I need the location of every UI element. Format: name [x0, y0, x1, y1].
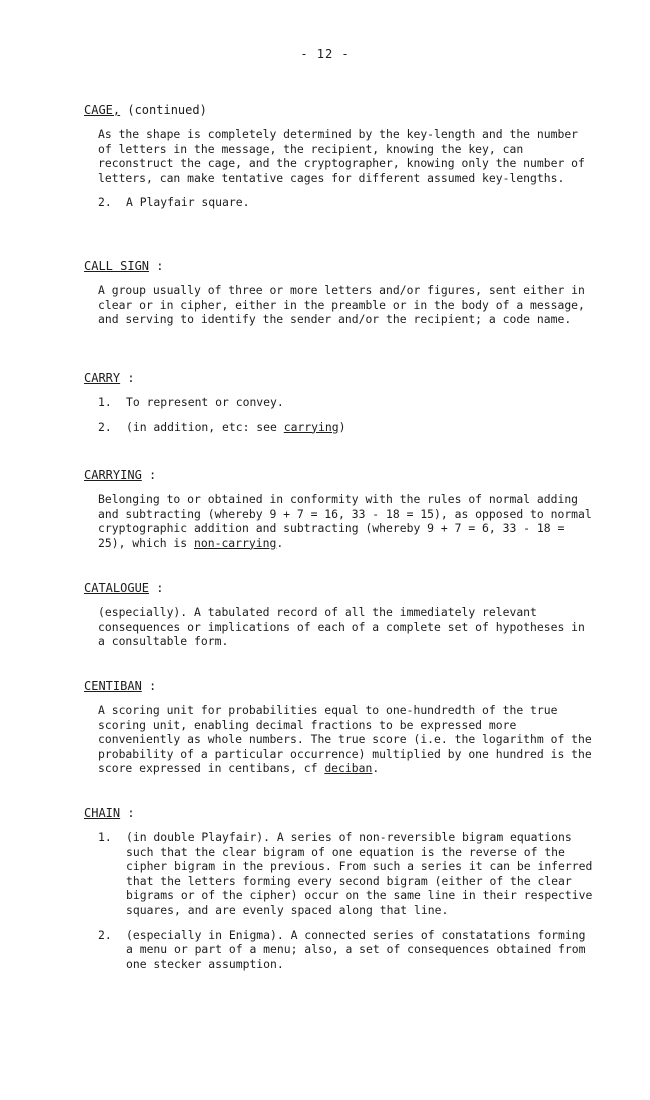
term-chain: CHAIN: [84, 806, 121, 820]
definition-text-start: A scoring unit for probabilities equal to one-hundredth of the true scoring unit, enabling decimal fractions to be expressed more conveniently as whole numbers. The true score (i.e. the logarithm of the probability of a particular occurrence) multiplied by one hundred is the score expressed in centibans, cf: [98, 703, 592, 776]
item-text: [126, 420, 594, 435]
definition-item-1: [98, 395, 594, 410]
item-text: To represent or convey.: [126, 395, 284, 409]
term-call-sign: CALL SIGN: [84, 259, 150, 273]
cross-reference-non-carrying: non-carrying: [194, 535, 277, 550]
entry-centiban: [84, 679, 594, 776]
item-text: A Playfair square.: [126, 195, 250, 210]
definition-item-2: [98, 928, 594, 972]
item-text-end: ): [338, 419, 346, 434]
entry-heading: [84, 806, 594, 820]
item-number: 2.: [98, 927, 112, 942]
entry-body: [98, 605, 594, 649]
entry-body: [98, 283, 594, 327]
entry-heading: [84, 679, 594, 693]
entry-carrying: [84, 468, 594, 550]
entry-heading: [84, 103, 594, 117]
entry-carry: [84, 371, 594, 434]
definition-item-2: [98, 420, 594, 435]
definition-paragraph: [98, 703, 594, 776]
definition-text-start: Belonging to or obtained in conformity with the rules of normal adding and subtracting (whereby 9 + 7 = 16, 33 - 18 = 15), as opposed to normal cryptographic addition and subtracting (whereby 9 + 7 = 6, 33 - 18 = 25), which is: [98, 492, 592, 550]
entry-catalogue: [84, 581, 594, 649]
cross-reference-carrying: carrying: [283, 419, 339, 434]
item-text-start: (in addition, etc: see: [126, 419, 284, 434]
cross-reference-deciban: deciban: [324, 761, 373, 776]
definition-item-1: [98, 830, 594, 918]
heading-suffix: :: [141, 468, 157, 482]
definition-text-end: .: [276, 535, 284, 550]
definition-paragraph: A group usually of three or more letters and/or figures, sent either in clear or in cipher, either in the preamble or in the body of a message, and serving to identify the sender and/or the recipient; a code name.: [98, 283, 585, 327]
definition-text-end: .: [372, 761, 380, 776]
page-number: - 12 -: [300, 47, 350, 61]
entry-body: [98, 395, 594, 434]
term-carrying: CARRYING: [84, 468, 142, 482]
entry-heading: [84, 581, 594, 595]
term-centiban: CENTIBAN: [84, 679, 142, 693]
entry-body: [98, 703, 594, 776]
item-number: 2.: [98, 195, 112, 210]
definition-paragraph: [98, 492, 594, 550]
entry-heading: [84, 468, 594, 482]
entry-heading: [84, 259, 594, 273]
heading-suffix: :: [120, 806, 135, 820]
definition-paragraph: As the shape is completely determined by the key-length and the number of letters in the message, the recipient, knowing the key, can reconstruct the cage, and the cryptographer, knowing only the number of letters, can make tentative cages for different assumed key-lengths.: [98, 127, 585, 185]
entry-body: [98, 127, 594, 210]
term-cage: CAGE,: [84, 103, 121, 117]
entry-cage: [84, 103, 594, 210]
heading-suffix: :: [141, 679, 157, 693]
item-text: (in double Playfair). A series of non-reversible bigram equations such that the clear bigram of one equation is the reverse of the cipher bigram in the previous. From such a series it can be inferred that the letters forming every second bigram (either of the clear bigrams or of the cipher) occur on the same line in their respective squares, and are evenly spaced along that line.: [126, 830, 593, 917]
heading-suffix: (continued): [120, 103, 207, 117]
definition-item-2: [98, 195, 594, 210]
entry-chain: [84, 806, 594, 971]
entry-body: [98, 492, 594, 550]
definition-paragraph: (especially). A tabulated record of all the immediately relevant consequences or implications of each of a complete set of hypotheses in a consultable form.: [98, 605, 585, 649]
item-number: 1.: [98, 395, 112, 409]
term-carry: CARRY: [84, 371, 121, 385]
heading-suffix: :: [149, 259, 164, 273]
item-number: 1.: [98, 830, 112, 844]
term-catalogue: CATALOGUE: [84, 581, 150, 595]
entry-heading: [84, 371, 594, 385]
heading-suffix: :: [149, 581, 164, 595]
entry-body: [98, 830, 594, 971]
item-number: 2.: [98, 419, 112, 434]
item-text: (especially in Enigma). A connected series of constatations forming a menu or part of a menu; also, a set of consequences obtained from one stecker assumption.: [126, 927, 586, 971]
entry-call-sign: [84, 259, 594, 327]
heading-suffix: :: [120, 371, 135, 385]
